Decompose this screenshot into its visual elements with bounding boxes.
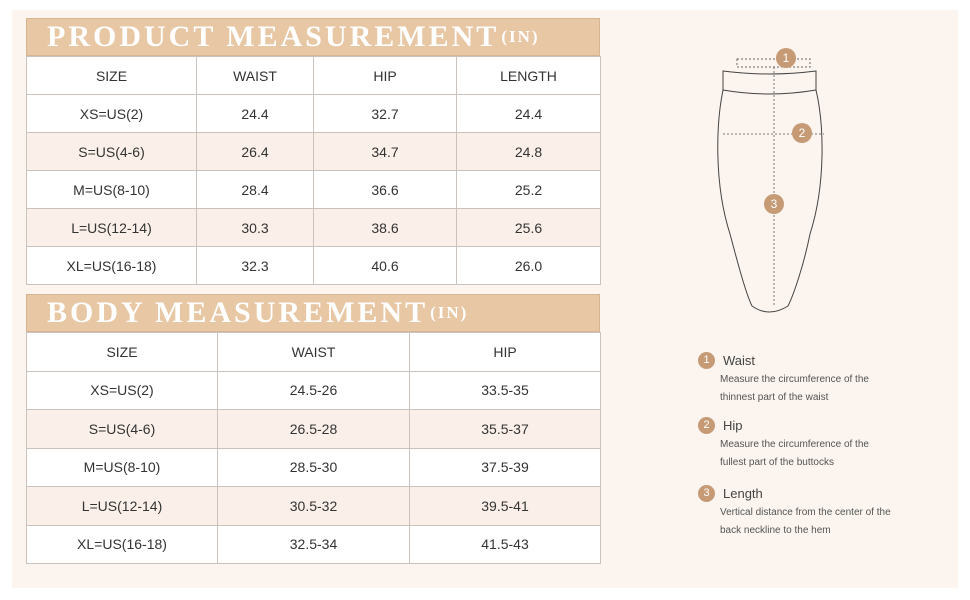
table-header-row [27,333,601,372]
table-cell: 34.7 [314,133,457,171]
table-cell: 26.5-28 [218,410,410,449]
product-measurement-title: PRODUCT MEASUREMENT [47,20,500,53]
marker-1-badge: 1 [776,48,796,68]
table-row [27,448,601,487]
legend-description [720,504,938,540]
product-measurement-section [26,18,600,285]
table-cell: 24.4 [457,95,601,133]
header-cell: WAIST [197,57,314,95]
table-cell: M=US(8-10) [27,448,218,487]
product-measurement-banner [26,18,600,56]
table-cell: 40.6 [314,247,457,285]
table-row [27,410,601,449]
table-cell: M=US(8-10) [27,171,197,209]
body-measurement-unit: (IN) [430,303,469,322]
body-measurement-table [26,332,601,564]
header-cell: HIP [410,333,601,372]
table-cell: 30.3 [197,209,314,247]
product-measurement-table [26,56,601,285]
body-measurement-title: BODY MEASUREMENT [47,296,429,329]
table-cell: L=US(12-14) [27,487,218,526]
header-cell: WAIST [218,333,410,372]
legend-title: Length [723,486,763,501]
header-cell: SIZE [27,57,197,95]
table-cell: 30.5-32 [218,487,410,526]
table-cell: 32.5-34 [218,525,410,564]
header-cell: SIZE [27,333,218,372]
table-row [27,209,601,247]
table-cell: XL=US(16-18) [27,247,197,285]
table-cell: 28.4 [197,171,314,209]
table-cell: 32.7 [314,95,457,133]
legend-waist [698,352,938,407]
table-header-row [27,57,601,95]
product-measurement-unit: (IN) [501,27,540,46]
marker-2-badge: 2 [792,123,812,143]
legend-badge: 3 [698,485,715,502]
legend-desc-line: back neckline to the hem [720,525,831,536]
legend-desc-line: Measure the circumference of the [720,374,869,385]
table-row [27,171,601,209]
legend-desc-line: Vertical distance from the center of the [720,507,891,518]
table-cell: 24.5-26 [218,371,410,410]
table-cell: 38.6 [314,209,457,247]
table-cell: 32.3 [197,247,314,285]
table-cell: 39.5-41 [410,487,601,526]
table-cell: 28.5-30 [218,448,410,487]
table-cell: XS=US(2) [27,371,218,410]
table-cell: 26.0 [457,247,601,285]
legend-description [720,436,938,472]
body-measurement-banner [26,294,600,332]
table-row [27,95,601,133]
legend-badge: 2 [698,417,715,434]
table-cell: 36.6 [314,171,457,209]
legend-desc-line: thinnest part of the waist [720,392,829,403]
table-cell: XL=US(16-18) [27,525,218,564]
table-cell: 26.4 [197,133,314,171]
table-cell: 41.5-43 [410,525,601,564]
table-cell: 25.2 [457,171,601,209]
legend-hip [698,417,938,472]
legend-badge: 1 [698,352,715,369]
table-cell: 25.6 [457,209,601,247]
legend-description [720,371,938,407]
legend-title: Hip [723,418,743,433]
legend-length [698,485,938,540]
table-cell: 35.5-37 [410,410,601,449]
table-cell: 24.4 [197,95,314,133]
body-measurement-section [26,294,600,564]
table-row [27,247,601,285]
table-row [27,487,601,526]
legend-desc-line: Measure the circumference of the [720,439,869,450]
table-row [27,371,601,410]
table-cell: L=US(12-14) [27,209,197,247]
header-cell: HIP [314,57,457,95]
skirt-outline-icon [706,44,836,324]
table-row [27,133,601,171]
table-row [27,525,601,564]
table-cell: XS=US(2) [27,95,197,133]
table-cell: S=US(4-6) [27,410,218,449]
legend-desc-line: fullest part of the buttocks [720,457,834,468]
table-cell: 24.8 [457,133,601,171]
marker-3-badge: 3 [764,194,784,214]
table-cell: S=US(4-6) [27,133,197,171]
table-cell: 33.5-35 [410,371,601,410]
legend-title: Waist [723,353,756,368]
skirt-diagram [706,44,836,324]
table-cell: 37.5-39 [410,448,601,487]
header-cell: LENGTH [457,57,601,95]
